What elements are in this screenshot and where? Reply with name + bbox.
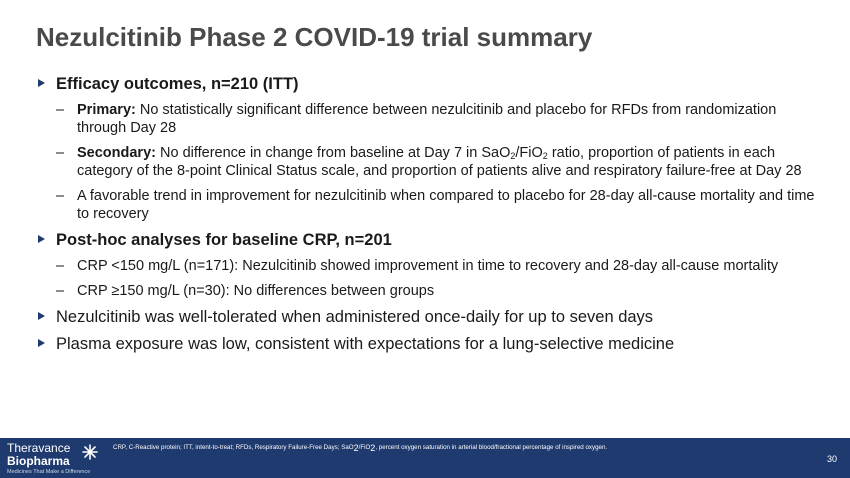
- crp-low-text: CRP <150 mg/L (n=171): Nezulcitinib showed improvement in time to recovery and 28-day all-cause mortality: [77, 258, 779, 274]
- company-logo: [7, 442, 90, 476]
- sub-bullet-crp-high: [38, 282, 828, 300]
- bullet-posthoc: [38, 230, 828, 250]
- dash-icon: –: [56, 283, 65, 299]
- footnote-sub-2: 2: [370, 443, 376, 453]
- exposure-text: Plasma exposure was low, consistent with expectations for a lung-selective medicine: [56, 335, 675, 353]
- footnote: [113, 444, 607, 451]
- sub-bullet-secondary: [38, 144, 828, 180]
- secondary-sub-2: 2: [542, 151, 548, 161]
- slide-title: Nezulcitinib Phase 2 COVID-19 trial summary: [36, 22, 593, 52]
- secondary-text-2: /FiO: [515, 145, 543, 161]
- bullet-arrow-icon: [38, 235, 45, 243]
- logo-line-1: Theravance: [7, 441, 71, 455]
- footnote-text-2: /FiO: [358, 444, 371, 451]
- efficacy-heading: Efficacy outcomes, n=210 (ITT): [56, 75, 299, 93]
- sub-bullet-crp-low: [38, 257, 828, 275]
- trend-text: A favorable trend in improvement for nezulcitinib when compared to placebo for 28-day all-cause mortality and time to recovery: [77, 188, 815, 222]
- logo-star-icon: [82, 444, 98, 460]
- bullet-efficacy: [38, 74, 828, 94]
- logo-line-2: Biopharma: [7, 454, 70, 468]
- sub-bullet-primary: [38, 101, 828, 137]
- dash-icon: –: [56, 102, 65, 118]
- bullet-exposure: [38, 334, 828, 354]
- bullet-arrow-icon: [38, 339, 45, 347]
- crp-high-text: CRP ≥150 mg/L (n=30): No differences between groups: [77, 283, 435, 299]
- secondary-text-1: No difference in change from baseline at Day 7 in SaO: [155, 145, 511, 161]
- sub-bullet-trend: [38, 187, 828, 223]
- primary-label: Primary:: [77, 102, 136, 118]
- dash-icon: –: [56, 258, 65, 274]
- secondary-sub-1: 2: [510, 151, 516, 161]
- posthoc-heading: Post-hoc analyses for baseline CRP, n=201: [56, 231, 392, 249]
- bullet-arrow-icon: [38, 79, 45, 87]
- bullet-arrow-icon: [38, 312, 45, 320]
- footnote-text-3: , percent oxygen saturation in arterial blood/fractional percentage of inspired oxygen.: [375, 444, 608, 451]
- secondary-label: Secondary:: [77, 145, 156, 161]
- logo-tagline: Medicines That Make a Difference: [7, 469, 91, 475]
- bullet-tolerated: [38, 307, 828, 327]
- footer-bar: [0, 438, 850, 478]
- primary-text: No statistically significant difference between nezulcitinib and placebo for RFDs from randomization through Day 28: [77, 102, 777, 136]
- secondary-text-3: ratio, proportion of patients in each category of the 8-point Clinical Status scale, and proportion of patients alive and respiratory failure-free at Day 28: [77, 145, 802, 179]
- dash-icon: –: [56, 145, 65, 161]
- page-number: 30: [826, 454, 837, 464]
- footnote-sub-1: 2: [353, 443, 359, 453]
- tolerated-text: Nezulcitinib was well-tolerated when administered once-daily for up to seven days: [56, 308, 654, 326]
- footnote-text-1: CRP, C-Reactive protein; ITT, intent-to-treat; RFDs, Respiratory Failure-Free Days; SaO: [113, 444, 354, 451]
- dash-icon: –: [56, 188, 65, 204]
- slide-content: [38, 74, 828, 361]
